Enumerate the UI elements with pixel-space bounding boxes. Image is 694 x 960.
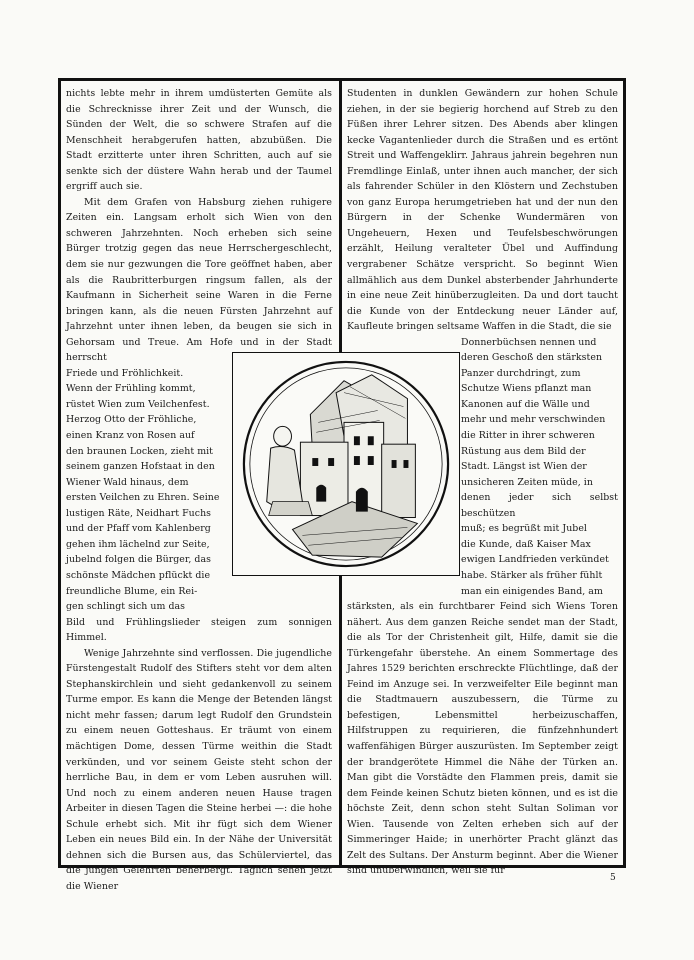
left-paragraph-1: nichts lebte mehr in ihrem umdüsterten Gemüte als die Schrecknisse ihrer Zeit und der Wunsch, die Sünden der Welt, die so schwere Strafen auf die Menschheit herabgerufen hatten, abzubüßen. Die Stadt erzitterte unter ihren Schritten, auch auf sie senkte sich der düstere Wahn herab und der Taumel ergriff auch sie. — [66, 88, 332, 193]
wrap-line: Donnerbüchsen nennen und — [461, 336, 597, 348]
wrap-line: Friede und Fröhlichkeit. — [66, 367, 184, 379]
medallion-engraving — [233, 353, 459, 575]
left-after-wrap: Bild und Frühlingslieder steigen zum sonnigen Himmel. — [66, 616, 332, 644]
wrap-line: schönste Mädchen pflückt die — [66, 569, 211, 581]
left-wrap-text — [66, 366, 221, 615]
wrap-line: gen schlingt sich um das — [66, 601, 186, 613]
wrap-line: ersten Veilchen zu Ehren. Seine — [66, 492, 220, 504]
wrap-line: seinem ganzen Hofstaat in den — [66, 461, 215, 473]
wrap-line: man ein einigendes Band, am — [461, 585, 603, 597]
wrap-line: einen Kranz von Rosen auf — [66, 430, 195, 442]
wrap-line: und der Pfaff vom Kahlenberg — [66, 523, 211, 535]
wrap-line: Herzog Otto der Fröhliche, — [66, 414, 197, 426]
left-paragraph-3: Wenige Jahrzehnte sind verflossen. Die jugendliche Fürstengestalt Rudolf des Stifters steht vor dem alten Stephanskirchlein und sieht gedankenvoll zu seinem Turme empor. Es kann die Menge der Betenden längst nicht mehr fassen; darum legt Rudolf den Grundstein zu einem neuen Gotteshaus. Er träumt von einem mächtigen Dome, dessen Türme weithin die Stadt verkünden, und vor seinem Geiste steht schon der herrliche Bau, in dem er vom Leben ausruhen will. Und noch zu einem anderen neuen Hause tragen Arbeiter in diesen Tagen die Steine herbei —: die hohe Schule erhebt sich. Mit ihr fügt sich dem Wiener Leben ein neues Bild ein. In der Nähe der Universität dehnen sich die Bursen aus, das Schülerviertel, das die jungen Gelehrten beherbergt. Täglich sehen jetzt die Wiener — [66, 647, 332, 892]
wrap-line: Schutze Wiens pflanzt man — [461, 383, 592, 395]
wrap-line: jubelnd folgen die Bürger, das — [66, 554, 211, 566]
right-after-wrap: stärksten, als ein furchtbarer Feind sich Wiens Toren nähert. Aus dem ganzen Reiche sendet man der Stadt, die als Tor der Christenheit gilt, Hilfe, damit sie die Türkengefahr überstehe. An einem Sommertage des Jahres 1529 berichten erschreckte Flüchtlinge, daß der Feind im Anzuge sei. In verzweifelter Eile beginnt man die Stadtmauern auszubessern, die Türme zu befestigen, Lebensmittel herbeizuschaffen, Hilfstruppen zu requirieren, die fünfzehnhundert waffenfähigen Bürger auszurüsten. Im September zeigt der brandgerötete Himmel die Nähe der Türken an. Man gibt die Vorstädte den Flammen preis, damit sie dem Feinde keinen Schutz bieten können, und es ist die höchste Zeit, denn schon steht Sultan Soliman vor Wien. Tausende von Zelten erheben sich auf der Simmeringer Haide; in unerhörter Pracht glänzt das Zelt des Sultans. Der Ansturm beginnt. Aber die Wiener sind unüberwindlich, weil sie für — [347, 601, 618, 877]
wrap-line: die Kunde, daß Kaiser Max — [461, 538, 591, 550]
wrap-line: Wenn der Frühling kommt, — [66, 383, 196, 395]
wrap-line: unsicheren Zeiten müde, in — [461, 476, 593, 488]
wrap-line: die Ritter in ihrer schweren — [461, 430, 595, 442]
wrap-line: ewigen Landfrieden verkündet — [461, 554, 609, 566]
wrap-line: Wiener Wald hinaus, dem — [66, 476, 189, 488]
page-number: 5 — [610, 873, 616, 883]
wrap-line: mehr und mehr verschwinden — [461, 414, 606, 426]
wrap-line: deren Geschoß den stärksten — [461, 352, 603, 364]
wrap-line: muß; es begrüßt mit Jubel — [461, 523, 587, 535]
wrap-line: denen jeder sich selbst beschützen — [461, 492, 618, 519]
right-paragraph-1: Studenten in dunklen Gewändern zur hohen Schule ziehen, in der sie begierig horchend auf Streb zu den Füßen ihrer Lehrer sitzen. Des Abends aber klingen kecke Vagantenlieder durch die Straßen und es ertönt Streit und Waffengeklirr. Jahraus jahrein begehren nun Fremdlinge Einlaß, unter ihnen auch mancher, der sich als fahrender Schüler in den Klöstern und Zechstuben von ganz Europa herumgetrieben hat und der nun den Bürgern in der Schenke Wundermären von Ungeheuern, Hexen und Teufelsbeschwörungen erzählt, Heilung veralteter Übel und Auffindung vergrabener Schätze verspricht. So beginnt Wien allmählich aus dem Dunkel absterbender Jahrhunderte in eine neue Zeit hinüberzugleiten. Da und dort taucht die Kunde von der Entdeckung neuer Länder auf, Kaufleute bringen seltsame Waffen in die Stadt, die sie — [347, 88, 618, 333]
wrap-line: lustigen Räte, Neidhart Fuchs — [66, 507, 212, 519]
wrap-line: Panzer durchdringt, zum — [461, 367, 581, 379]
wrap-line: Stadt. Längst ist Wien der — [461, 461, 587, 473]
wrap-line: Rüstung aus dem Bild der — [461, 445, 586, 457]
wrap-line: freundliche Blume, ein Rei- — [66, 585, 198, 597]
right-wrap-text — [461, 335, 618, 599]
wrap-line: rüstet Wien zum Veilchenfest. — [66, 398, 210, 410]
wrap-line: den braunen Locken, zieht mit — [66, 445, 214, 457]
wrap-line: Kanonen auf die Wälle und — [461, 398, 590, 410]
wrap-line: gehen ihm lächelnd zur Seite, — [66, 538, 210, 550]
wrap-line: habe. Stärker als früher fühlt — [461, 569, 603, 581]
left-paragraph-2: Mit dem Grafen von Habsburg ziehen ruhigere Zeiten ein. Langsam erholt sich Wien von den schweren Jahrzehnten. Noch erheben sich seine Bürger trotzig gegen das neue Herrschergeschlecht, dem sie nur gezwungen die Tore geöffnet haben, aber als die Raubritterburgen ringsum fallen, als der Kaufmann in Sicherheit seine Waren in die Ferne bringen kann, als die neuen Fürsten Jahrzehnt auf Jahrzehnt unter ihnen leben, da beugen sie sich in Gehorsam und Treue. Am Hofe und in der Stadt herrscht — [66, 196, 332, 364]
medallion-figure — [232, 352, 460, 576]
